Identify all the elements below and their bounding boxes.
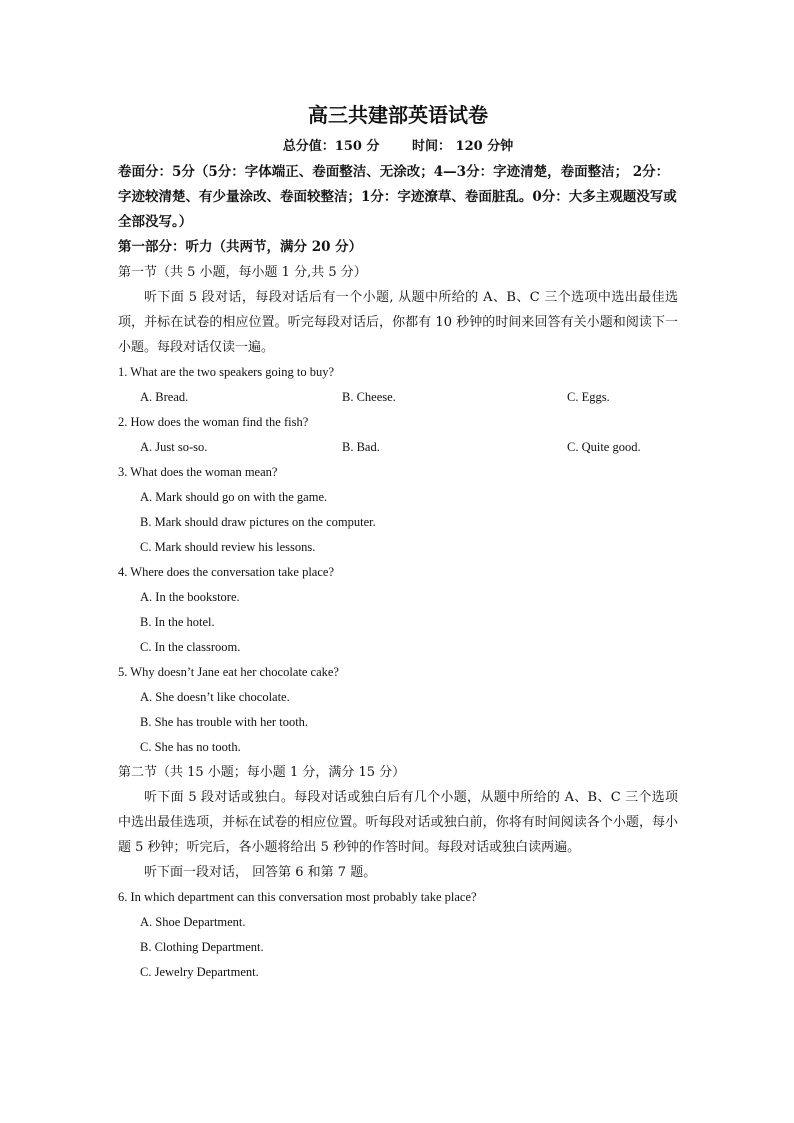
option-b: B. Bad. <box>342 440 380 454</box>
exam-page <box>118 100 678 985</box>
option-c: C. She has no tooth. <box>140 740 241 754</box>
question-stem: 5. Why doesn’t Jane eat her chocolate cake? <box>118 665 339 679</box>
section2-instruction: 听下面 5 段对话或独白。每段对话或独白后有几个小题，从题中所给的 A、B、C 三个选项中选出最佳选项，并标在试卷的相应位置。听每段对话或独白前，你将有时间阅读各个小题，每小题 5 秒钟；听完后，各小题将给出 5 秒钟的作答时间。每段对话或独白读两遍。 <box>118 790 678 855</box>
question-stem: 1. What are the two speakers going to buy? <box>118 365 335 379</box>
option-b: B. Mark should draw pictures on the computer. <box>140 515 376 529</box>
neatness-note: 卷面分：5分（5分：字体端正、卷面整洁、无涂改；4—3分：字迹清楚，卷面整洁； 2分：字迹较清楚、有少量涂改、卷面较整洁；1分：字迹潦草、卷面脏乱。0分：大多主观题没写或全部没写。） <box>118 164 677 230</box>
question-stem: 2. How does the woman find the fish? <box>118 415 309 429</box>
total-score: 总分值：150 分 <box>282 139 380 154</box>
section1-heading: 第一节（共 5 小题，每小题 1 分,共 5 分） <box>118 265 367 280</box>
option-c: C. Mark should review his lessons. <box>140 540 316 554</box>
option-a: A. Bread. <box>140 390 189 404</box>
section1-instruction: 听下面 5 段对话，每段对话后有一个小题, 从题中所给的 A、B、C 三个选项中选出最佳选项，并标在试卷的相应位置。听完每段对话后，你都有 10 秒钟的时间来回答有关小题和阅读下一小题。每段对话仅读一遍。 <box>118 290 678 355</box>
section2-sub-instruction: 听下面一段对话， 回答第 6 和第 7 题。 <box>144 865 377 880</box>
page-title: 高三共建部英语试卷 <box>308 103 488 127</box>
option-c: C. Eggs. <box>567 390 610 404</box>
option-b: B. In the hotel. <box>140 615 215 629</box>
option-c: C. In the classroom. <box>140 640 241 654</box>
section2-heading: 第二节（共 15 小题；每小题 1 分，满分 15 分） <box>118 765 406 780</box>
option-a: A. She doesn’t like chocolate. <box>140 690 290 704</box>
question-stem: 6. In which department can this conversation most probably take place? <box>118 890 477 904</box>
question-stem: 3. What does the woman mean? <box>118 465 278 479</box>
option-c: C. Quite good. <box>567 440 641 454</box>
option-c: C. Jewelry Department. <box>140 965 259 979</box>
option-a: A. In the bookstore. <box>140 590 240 604</box>
option-a: A. Just so-so. <box>140 440 208 454</box>
option-a: A. Mark should go on with the game. <box>140 490 328 504</box>
exam-time: 时间： 120 分钟 <box>412 139 514 154</box>
part1-heading: 第一部分：听力（共两节，满分 20 分） <box>118 239 363 255</box>
option-b: B. Cheese. <box>342 390 396 404</box>
options-row <box>118 435 678 460</box>
option-b: B. She has trouble with her tooth. <box>140 715 309 729</box>
score-time-line <box>118 136 678 158</box>
options-row <box>118 385 678 410</box>
question-stem: 4. Where does the conversation take place? <box>118 565 334 579</box>
option-a: A. Shoe Department. <box>140 915 246 929</box>
option-b: B. Clothing Department. <box>140 940 264 954</box>
